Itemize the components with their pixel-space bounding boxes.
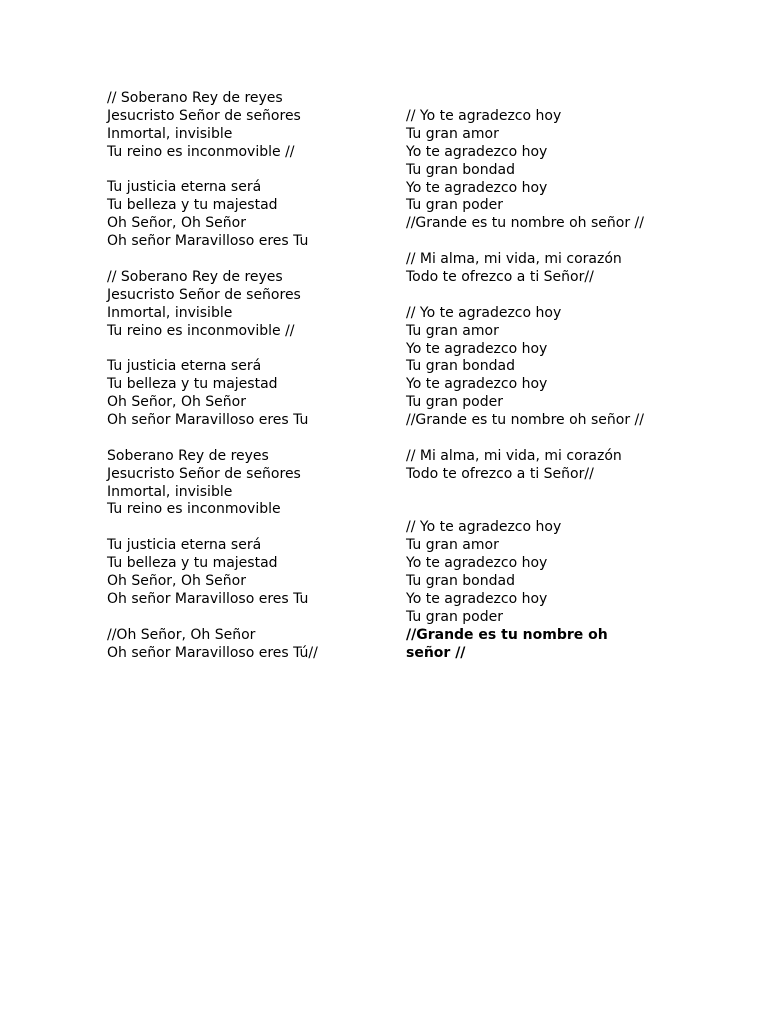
lyric-line: Oh Señor, Oh Señor: [107, 215, 246, 232]
lyric-line: Tu belleza y tu majestad: [107, 197, 278, 214]
stanza-break: [107, 430, 387, 448]
lyric-line: Tu justicia eterna será: [107, 179, 262, 196]
lyric-line: //Oh Señor, Oh Señor: [107, 626, 256, 643]
lyric-line: Tu gran bondad: [406, 161, 515, 178]
lyric-line: // Soberano Rey de reyes: [107, 90, 283, 106]
stanza-break: [406, 484, 656, 502]
lyric-line: // Soberano Rey de reyes: [107, 268, 283, 285]
lyric-line: //Grande es tu nombre oh señor //: [406, 215, 644, 232]
lyric-line: Yo te agradezco hoy: [406, 376, 548, 393]
right-lyrics-column: [406, 108, 656, 663]
lyric-line: // Yo te agradezco hoy: [406, 108, 562, 124]
left-lyrics-column: [107, 90, 387, 663]
lyric-line: Tu gran amor: [406, 537, 499, 554]
lyric-line: // Yo te agradezco hoy: [406, 304, 562, 321]
lyric-line: Oh señor Maravilloso eres Tú//: [107, 644, 318, 661]
lyric-line: Oh señor Maravilloso eres Tu: [107, 233, 309, 250]
lyric-line: Oh Señor, Oh Señor: [107, 394, 246, 411]
lyric-line: Tu reino es inconmovible //: [107, 143, 295, 160]
lyric-line: //Grande es tu nombre oh señor //: [406, 412, 644, 429]
stanza-break: [107, 251, 387, 269]
stanza-break: [107, 162, 387, 180]
lyric-line: Jesucristo Señor de señores: [107, 465, 301, 482]
lyric-line: // Yo te agradezco hoy: [406, 519, 562, 536]
lyric-line: Tu belleza y tu majestad: [107, 376, 278, 393]
stanza-break: [107, 519, 387, 537]
lyric-line: Jesucristo Señor de señores: [107, 286, 301, 303]
lyric-line: // Mi alma, mi vida, mi corazón: [406, 447, 622, 464]
lyric-line: Todo te ofrezco a ti Señor//: [406, 465, 594, 482]
lyric-line: Tu gran poder: [406, 197, 504, 214]
lyric-line: Tu belleza y tu majestad: [107, 555, 278, 572]
lyric-line: Tu reino es inconmovible: [107, 501, 281, 518]
lyric-line: Tu gran amor: [406, 125, 499, 142]
lyric-line: Inmortal, invisible: [107, 304, 233, 321]
lyric-line: Oh señor Maravilloso eres Tu: [107, 590, 309, 607]
lyric-line: Jesucristo Señor de señores: [107, 107, 301, 124]
stanza-break: [406, 287, 656, 305]
lyric-line: Yo te agradezco hoy: [406, 143, 548, 160]
stanza-break: [107, 340, 387, 358]
lyric-line: Tu gran poder: [406, 608, 504, 625]
lyric-line: Tu justicia eterna será: [107, 358, 262, 375]
lyric-line: Yo te agradezco hoy: [406, 555, 548, 572]
lyric-line: Inmortal, invisible: [107, 125, 233, 142]
lyric-line: Oh señor Maravilloso eres Tu: [107, 412, 309, 429]
lyric-line: Yo te agradezco hoy: [406, 340, 548, 357]
lyric-line: Yo te agradezco hoy: [406, 591, 548, 608]
lyric-line: Tu gran amor: [406, 322, 499, 339]
lyric-line: Tu gran bondad: [406, 573, 515, 590]
lyric-line: Tu gran poder: [406, 394, 504, 411]
lyric-line: Yo te agradezco hoy: [406, 179, 548, 196]
lyric-line: Inmortal, invisible: [107, 483, 233, 500]
right-lyrics-lines: [406, 108, 656, 627]
lyric-line: Tu reino es inconmovible //: [107, 322, 295, 339]
lyric-line: Soberano Rey de reyes: [107, 447, 269, 464]
lyric-line: Todo te ofrezco a ti Señor//: [406, 269, 594, 286]
stanza-break: [406, 430, 656, 448]
stanza-break: [406, 502, 656, 520]
lyric-line: Tu justicia eterna será: [107, 537, 262, 554]
stanza-break: [107, 609, 387, 627]
final-bold-line: //Grande es tu nombre oh señor //: [406, 626, 608, 661]
lyric-line: // Mi alma, mi vida, mi corazón: [406, 251, 622, 268]
lyric-line: Oh Señor, Oh Señor: [107, 573, 246, 590]
lyric-line: Tu gran bondad: [406, 358, 515, 375]
stanza-break: [406, 233, 656, 251]
